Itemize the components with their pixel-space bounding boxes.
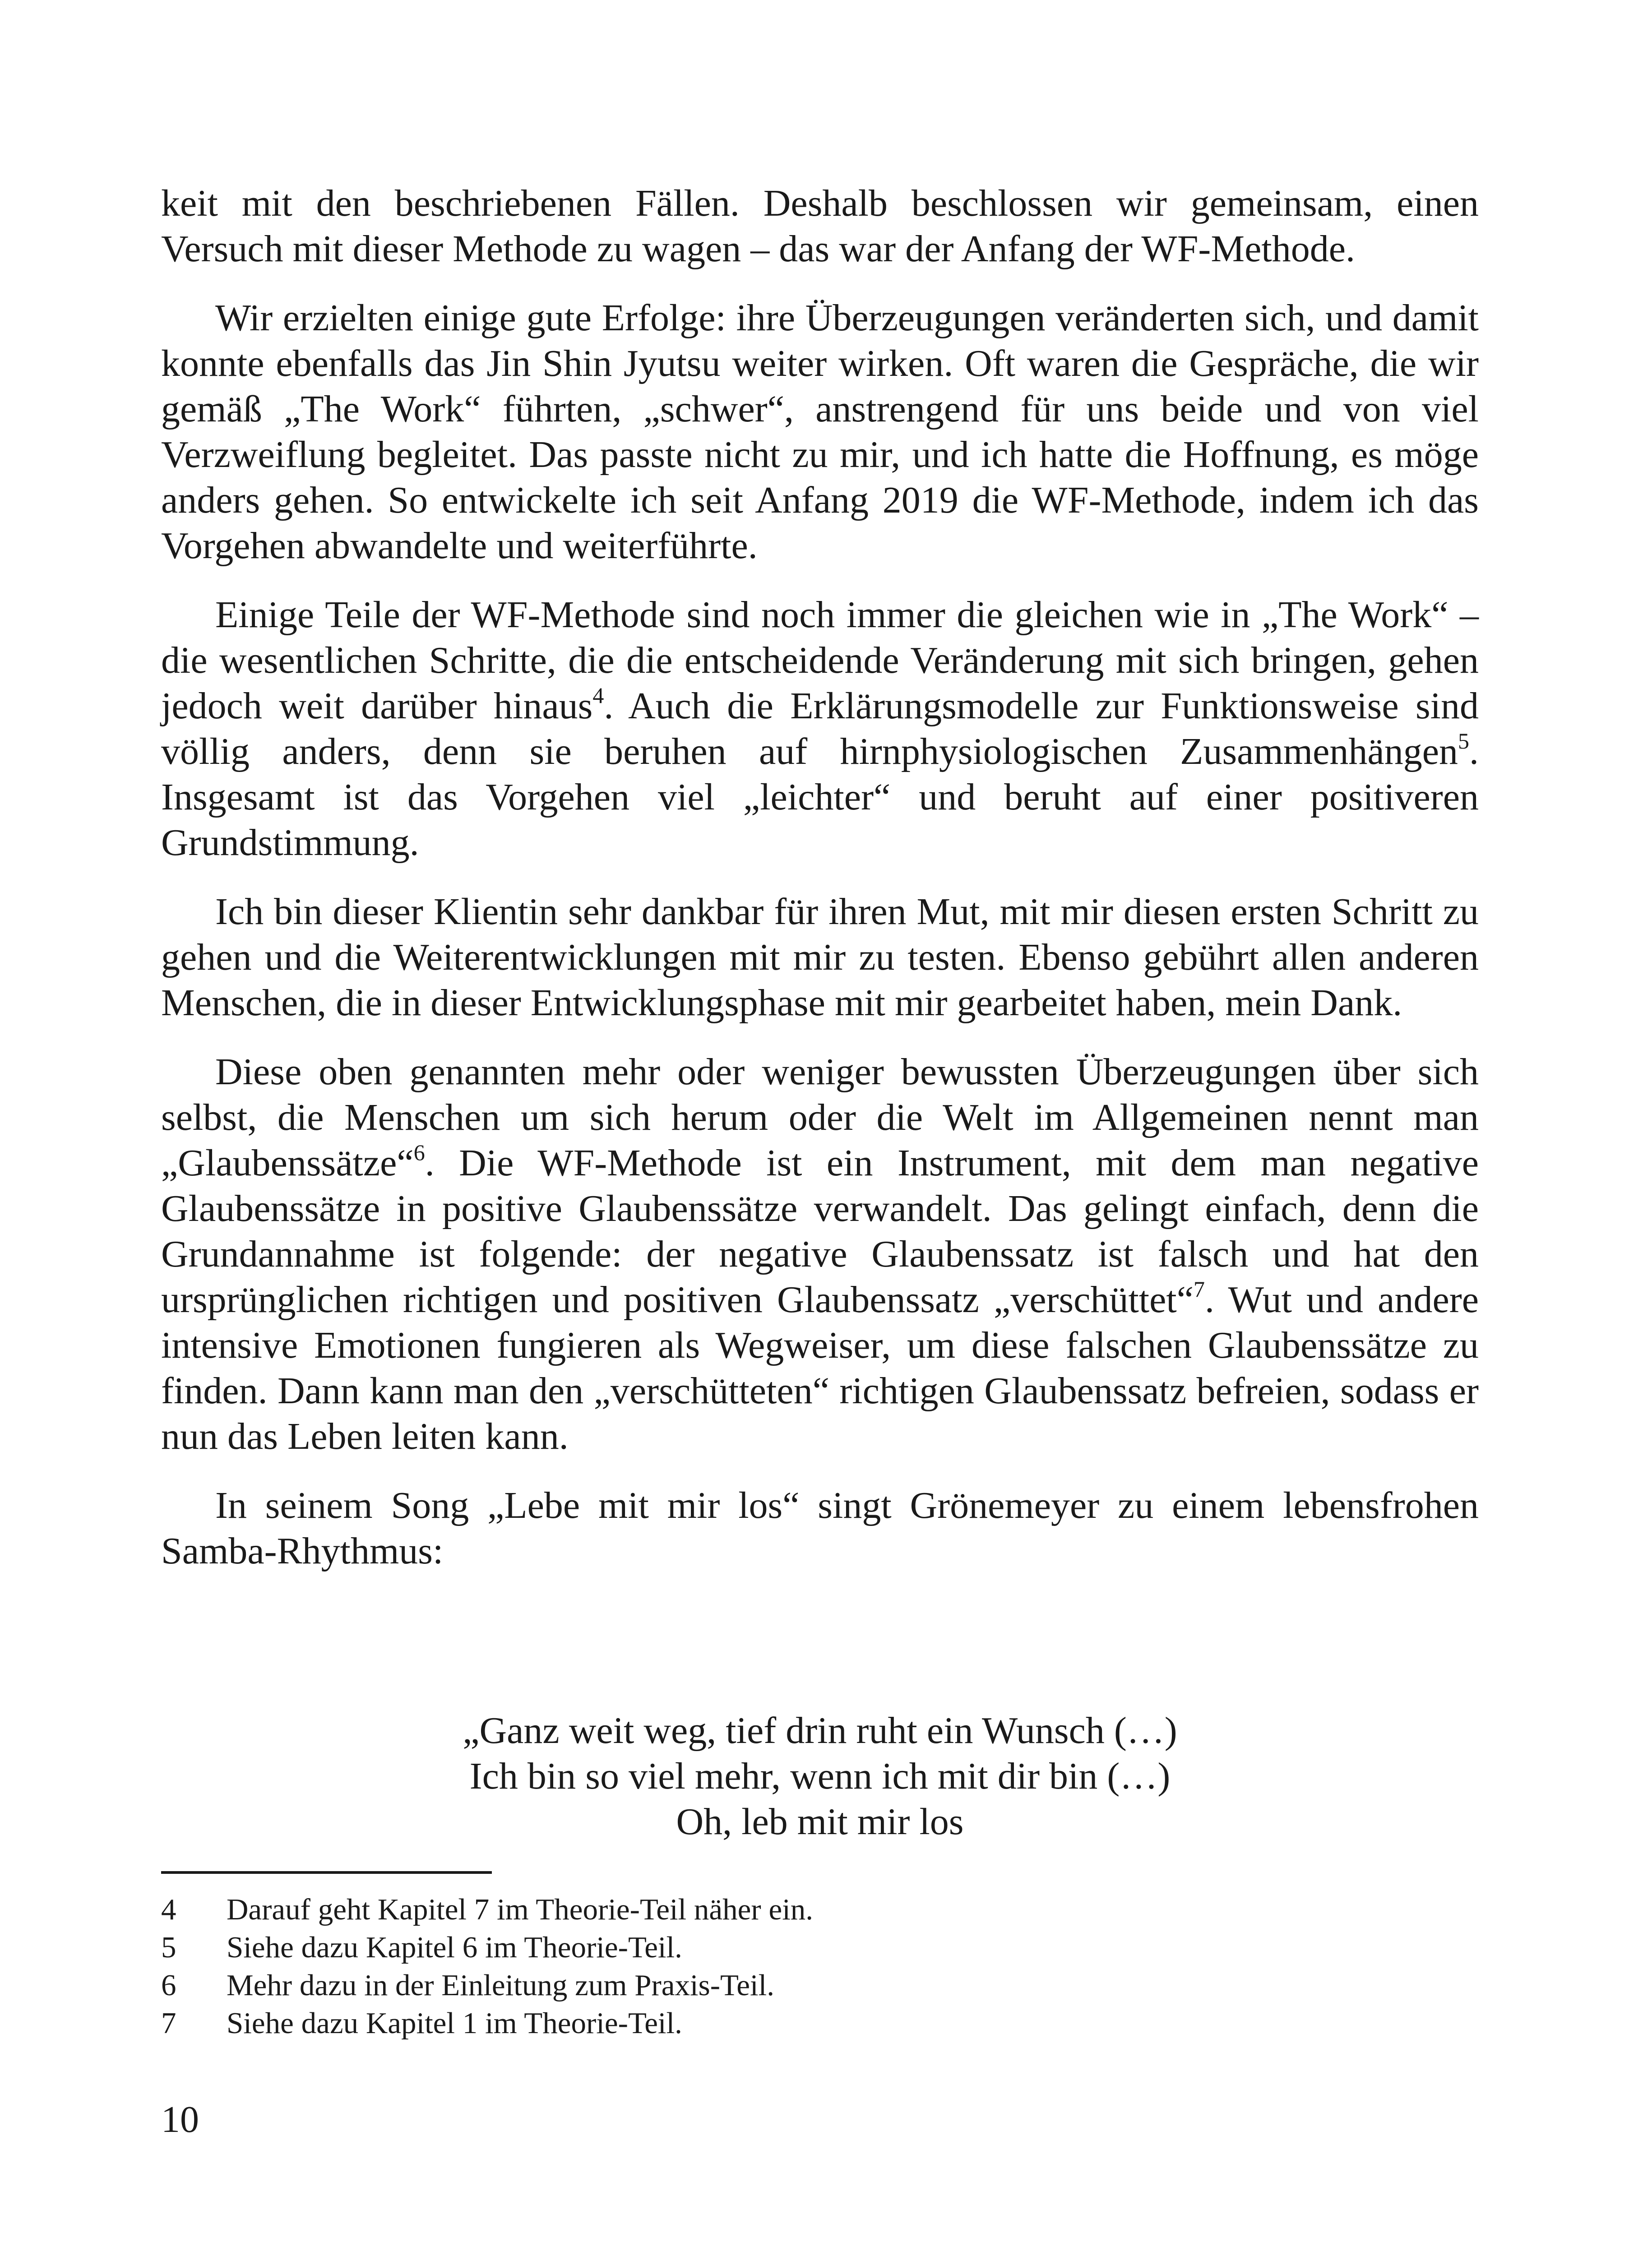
quote-line-2: Ich bin so viel mehr, wenn ich mit dir bin (…) bbox=[469, 1755, 1171, 1797]
footnote-text: Darauf geht Kapitel 7 im Theorie-Teil näher ein. bbox=[227, 1893, 814, 1926]
footnote-ref-6[interactable]: 6 bbox=[413, 1140, 425, 1165]
paragraph-3-part-b: . Auch die Erklärungsmodelle zur Funktionsweise sind völlig anders, denn sie beruhen auf hirnphysiologischen Zusammenhängen bbox=[161, 685, 1479, 772]
footnote-text: Siehe dazu Kapitel 1 im Theorie-Teil. bbox=[227, 2006, 682, 2040]
footnote-text: Mehr dazu in der Einleitung zum Praxis-Teil. bbox=[227, 1969, 775, 2002]
footnote-text: Siehe dazu Kapitel 6 im Theorie-Teil. bbox=[227, 1931, 682, 1964]
paragraph-3-part-a: Einige Teile der WF-Methode sind noch immer die gleichen wie in „The Work“ – die wesentlichen Schritte, die die entscheidende Veränderung mit sich bringen, gehen jedoch weit darüber hinaus bbox=[161, 594, 1479, 727]
song-quote bbox=[161, 1708, 1479, 1845]
paragraph-5-part-c: . Wut und andere intensive Emotionen fungieren als Wegweiser, um diese falschen Glaubenssätze zu finden. Dann kann man den „verschütteten“ richtigen Glaubenssatz befreien, sodass er nun das Leben leiten kann. bbox=[161, 1279, 1479, 1457]
footnote-ref-7[interactable]: 7 bbox=[1194, 1276, 1205, 1302]
paragraph-4: Ich bin dieser Klientin sehr dankbar für ihren Mut, mit mir diesen ersten Schritt zu gehen und die Weiterentwicklungen mit mir zu testen. Ebenso gebührt allen anderen Menschen, die in dieser Entwicklungsphase mit mir gearbeitet haben, mein Dank. bbox=[161, 891, 1479, 1024]
quote-line-1: „Ganz weit weg, tief drin ruht ein Wunsch (…) bbox=[463, 1710, 1177, 1752]
main-text bbox=[161, 180, 1479, 1597]
paragraph-5 bbox=[161, 1049, 1479, 1459]
quote-line-3: Oh, leb mit mir los bbox=[676, 1801, 964, 1843]
paragraph-1: keit mit den beschriebenen Fällen. Deshalb beschlossen wir gemeinsam, einen Versuch mit dieser Methode zu wagen – das war der Anfang der WF-Methode. bbox=[161, 182, 1479, 270]
footnote-number: 7 bbox=[161, 2006, 176, 2040]
page-number: 10 bbox=[161, 2099, 199, 2140]
footnote-7 bbox=[161, 2004, 1479, 2042]
paragraph-3 bbox=[161, 592, 1479, 865]
footnotes bbox=[161, 1891, 1479, 2042]
footnote-6 bbox=[161, 1966, 1479, 2004]
footnote-ref-5[interactable]: 5 bbox=[1458, 728, 1469, 754]
footnote-divider bbox=[161, 1871, 492, 1874]
footnote-4 bbox=[161, 1891, 1479, 1928]
paragraph-5-part-b: . Die WF-Methode ist ein Instrument, mit dem man negative Glaubenssätze in positive Glaubenssätze verwandelt. Das gelingt einfach, denn die Grundannahme ist folgende: der negative Glaubenssatz ist falsch und hat den ursprünglichen richtigen und positiven Glaubenssatz „verschüttet“ bbox=[161, 1142, 1479, 1321]
footnote-number: 6 bbox=[161, 1969, 176, 2002]
footnote-ref-4[interactable]: 4 bbox=[592, 683, 604, 708]
paragraph-3-part-c: . Insgesamt ist das Vorgehen viel „leichter“ und beruht auf einer positiveren Grundstimmung. bbox=[161, 730, 1479, 864]
paragraph-6: In seinem Song „Lebe mit mir los“ singt Grönemeyer zu einem lebensfrohen Samba-Rhythmus: bbox=[161, 1484, 1479, 1572]
footnote-number: 5 bbox=[161, 1931, 176, 1964]
paragraph-5-part-a: Diese oben genannten mehr oder weniger bewussten Überzeugungen über sich selbst, die Menschen um sich herum oder die Welt im Allgemeinen nennt man „Glaubenssätze“ bbox=[161, 1051, 1479, 1184]
paragraph-2: Wir erzielten einige gute Erfolge: ihre Überzeugungen veränderten sich, und damit konnte ebenfalls das Jin Shin Jyutsu weiter wirken. Oft waren die Gespräche, die wir gemäß „The Work“ führten, „schwer“, anstrengend für uns beide und von viel Verzweiflung begleitet. Das passte nicht zu mir, und ich hatte die Hoffnung, es möge anders gehen. So entwickelte ich seit Anfang 2019 die WF-Methode, indem ich das Vorgehen abwandelte und weiterführte. bbox=[161, 297, 1479, 567]
footnote-5 bbox=[161, 1928, 1479, 1966]
footnote-number: 4 bbox=[161, 1893, 176, 1926]
